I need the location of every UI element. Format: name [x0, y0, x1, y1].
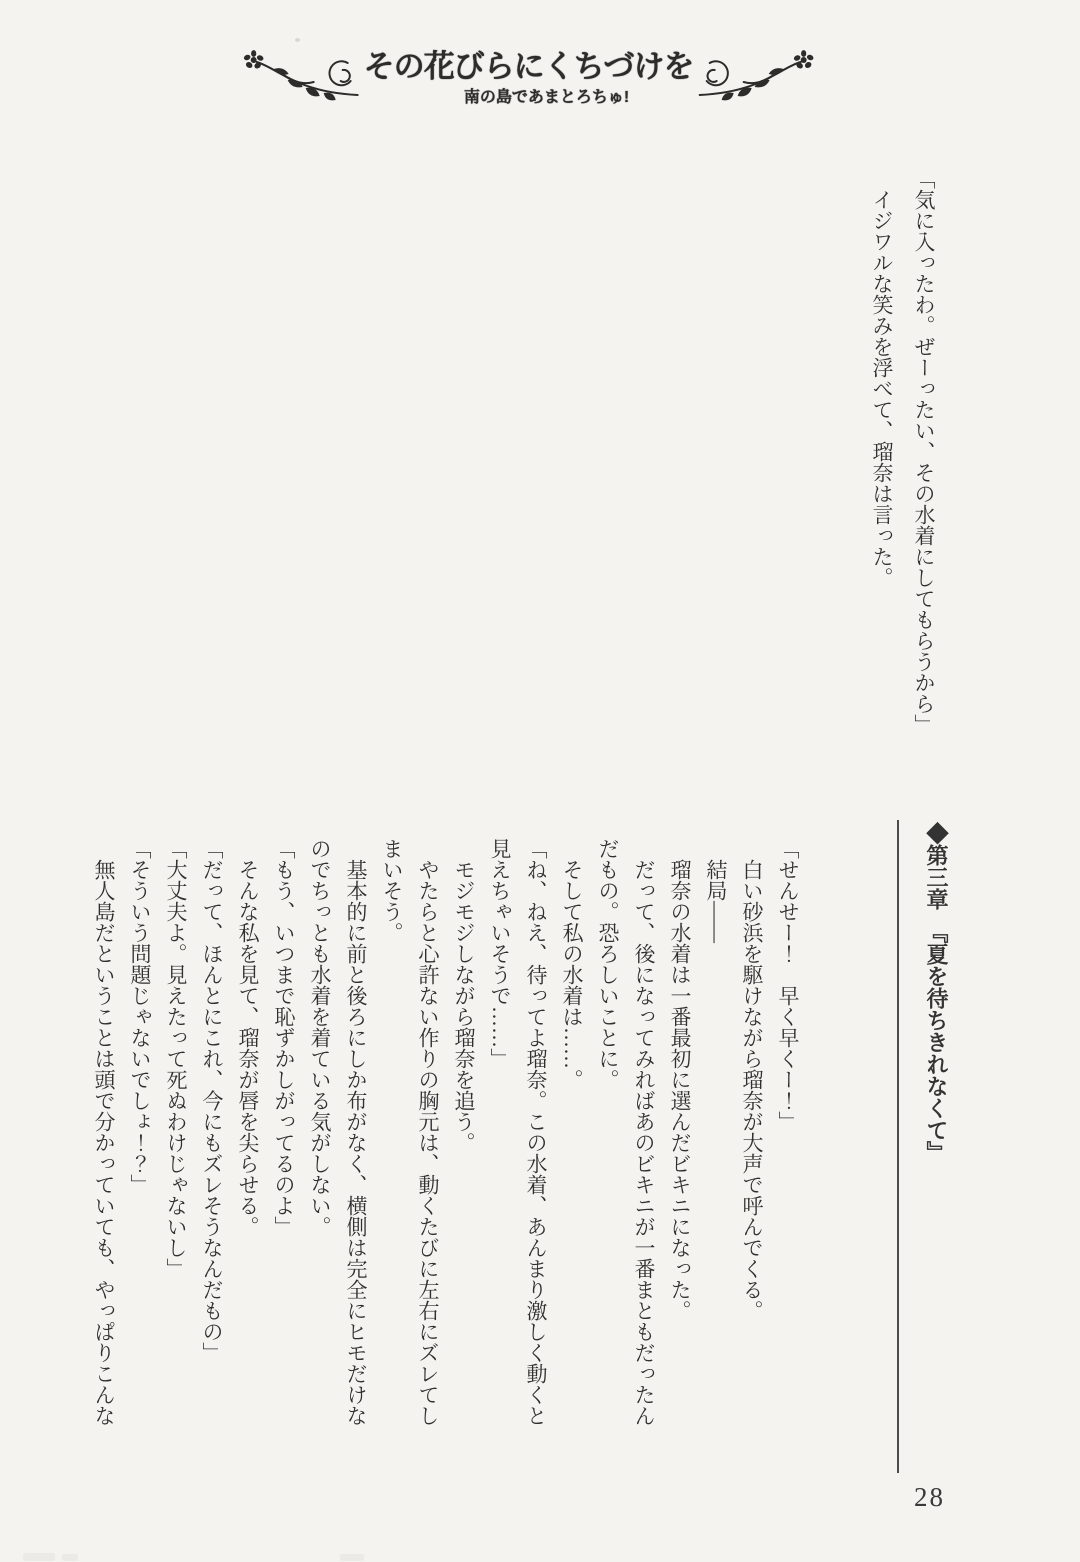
book-logo	[242, 48, 816, 110]
text-line: 瑠奈の水着は一番最初に選んだビキニになった。	[668, 859, 692, 1321]
text-line: イジワルな笑みを浮べて、瑠奈は言った。	[870, 189, 894, 588]
text-line: そんな私を見て、瑠奈が唇を尖らせる。	[236, 859, 260, 1237]
text-line: 白い砂浜を駆けながら瑠奈が大声で呼んでくる。	[740, 859, 764, 1321]
chapter-rule	[897, 820, 899, 1473]
floral-flourish-left-icon	[242, 48, 360, 110]
text-line: 基本的に前と後ろにしか布がなく、横側は完全にヒモだけな	[344, 859, 368, 1426]
flower-icon	[243, 50, 264, 70]
scan-smudge	[62, 1554, 78, 1561]
flower-icon	[793, 50, 814, 70]
text-line: 「だって、ほんとにこれ、今にもズレそうなんだもの」	[200, 838, 224, 1363]
text-line: 無人島だということは頭で分かっていても、やっぱりこんな	[92, 859, 116, 1426]
text-line: 「そういう問題じゃないでしょ！？」	[128, 838, 152, 1195]
page-number: 28	[914, 1482, 945, 1512]
body-text	[86, 838, 806, 1466]
scan-smudge	[23, 1553, 55, 1561]
chapter-heading: ◆第三章 『夏を待ちきれなくて』	[924, 822, 949, 1163]
text-line: まいそう。	[380, 838, 404, 943]
logo-text	[363, 48, 694, 108]
text-line: だって、後になってみればあのビキニが一番まともだったん	[632, 859, 656, 1426]
logo-subtitle: 南の島であまとろちゅ!	[463, 89, 630, 107]
text-line: だもの。恐ろしいことに。	[596, 838, 620, 1090]
scan-speck	[295, 38, 300, 42]
floral-flourish-right-icon	[697, 48, 815, 110]
opening-quote	[861, 168, 945, 773]
text-line: 「大丈夫よ。見えたって死ぬわけじゃないし」	[164, 838, 188, 1279]
text-line: 「もう、いつまで恥ずかしがってるのよ」	[272, 838, 296, 1237]
text-line: そして私の水着は……。	[560, 859, 584, 1090]
text-line: 「気に入ったわ。ぜーったい、その水着にしてもらうから」	[912, 168, 936, 735]
text-line: 「ね、ねえ、待ってよ瑠奈。この水着、あんまり激しく動くと	[524, 838, 548, 1426]
text-line: 見えちゃいそうで……」	[488, 838, 512, 1069]
text-line: モジモジしながら瑠奈を追う。	[452, 859, 476, 1153]
text-line: やたらと心許ない作りの胸元は、動くたびに左右にズレてし	[416, 859, 440, 1426]
text-line: 結局――	[704, 859, 728, 943]
scan-smudge	[340, 1554, 364, 1561]
logo-title: その花びらにくちづけを	[363, 48, 694, 84]
text-line: 「せんせー！ 早く早くー！」	[776, 838, 800, 1132]
text-line: のでちっとも水着を着ている気がしない。	[308, 838, 332, 1237]
